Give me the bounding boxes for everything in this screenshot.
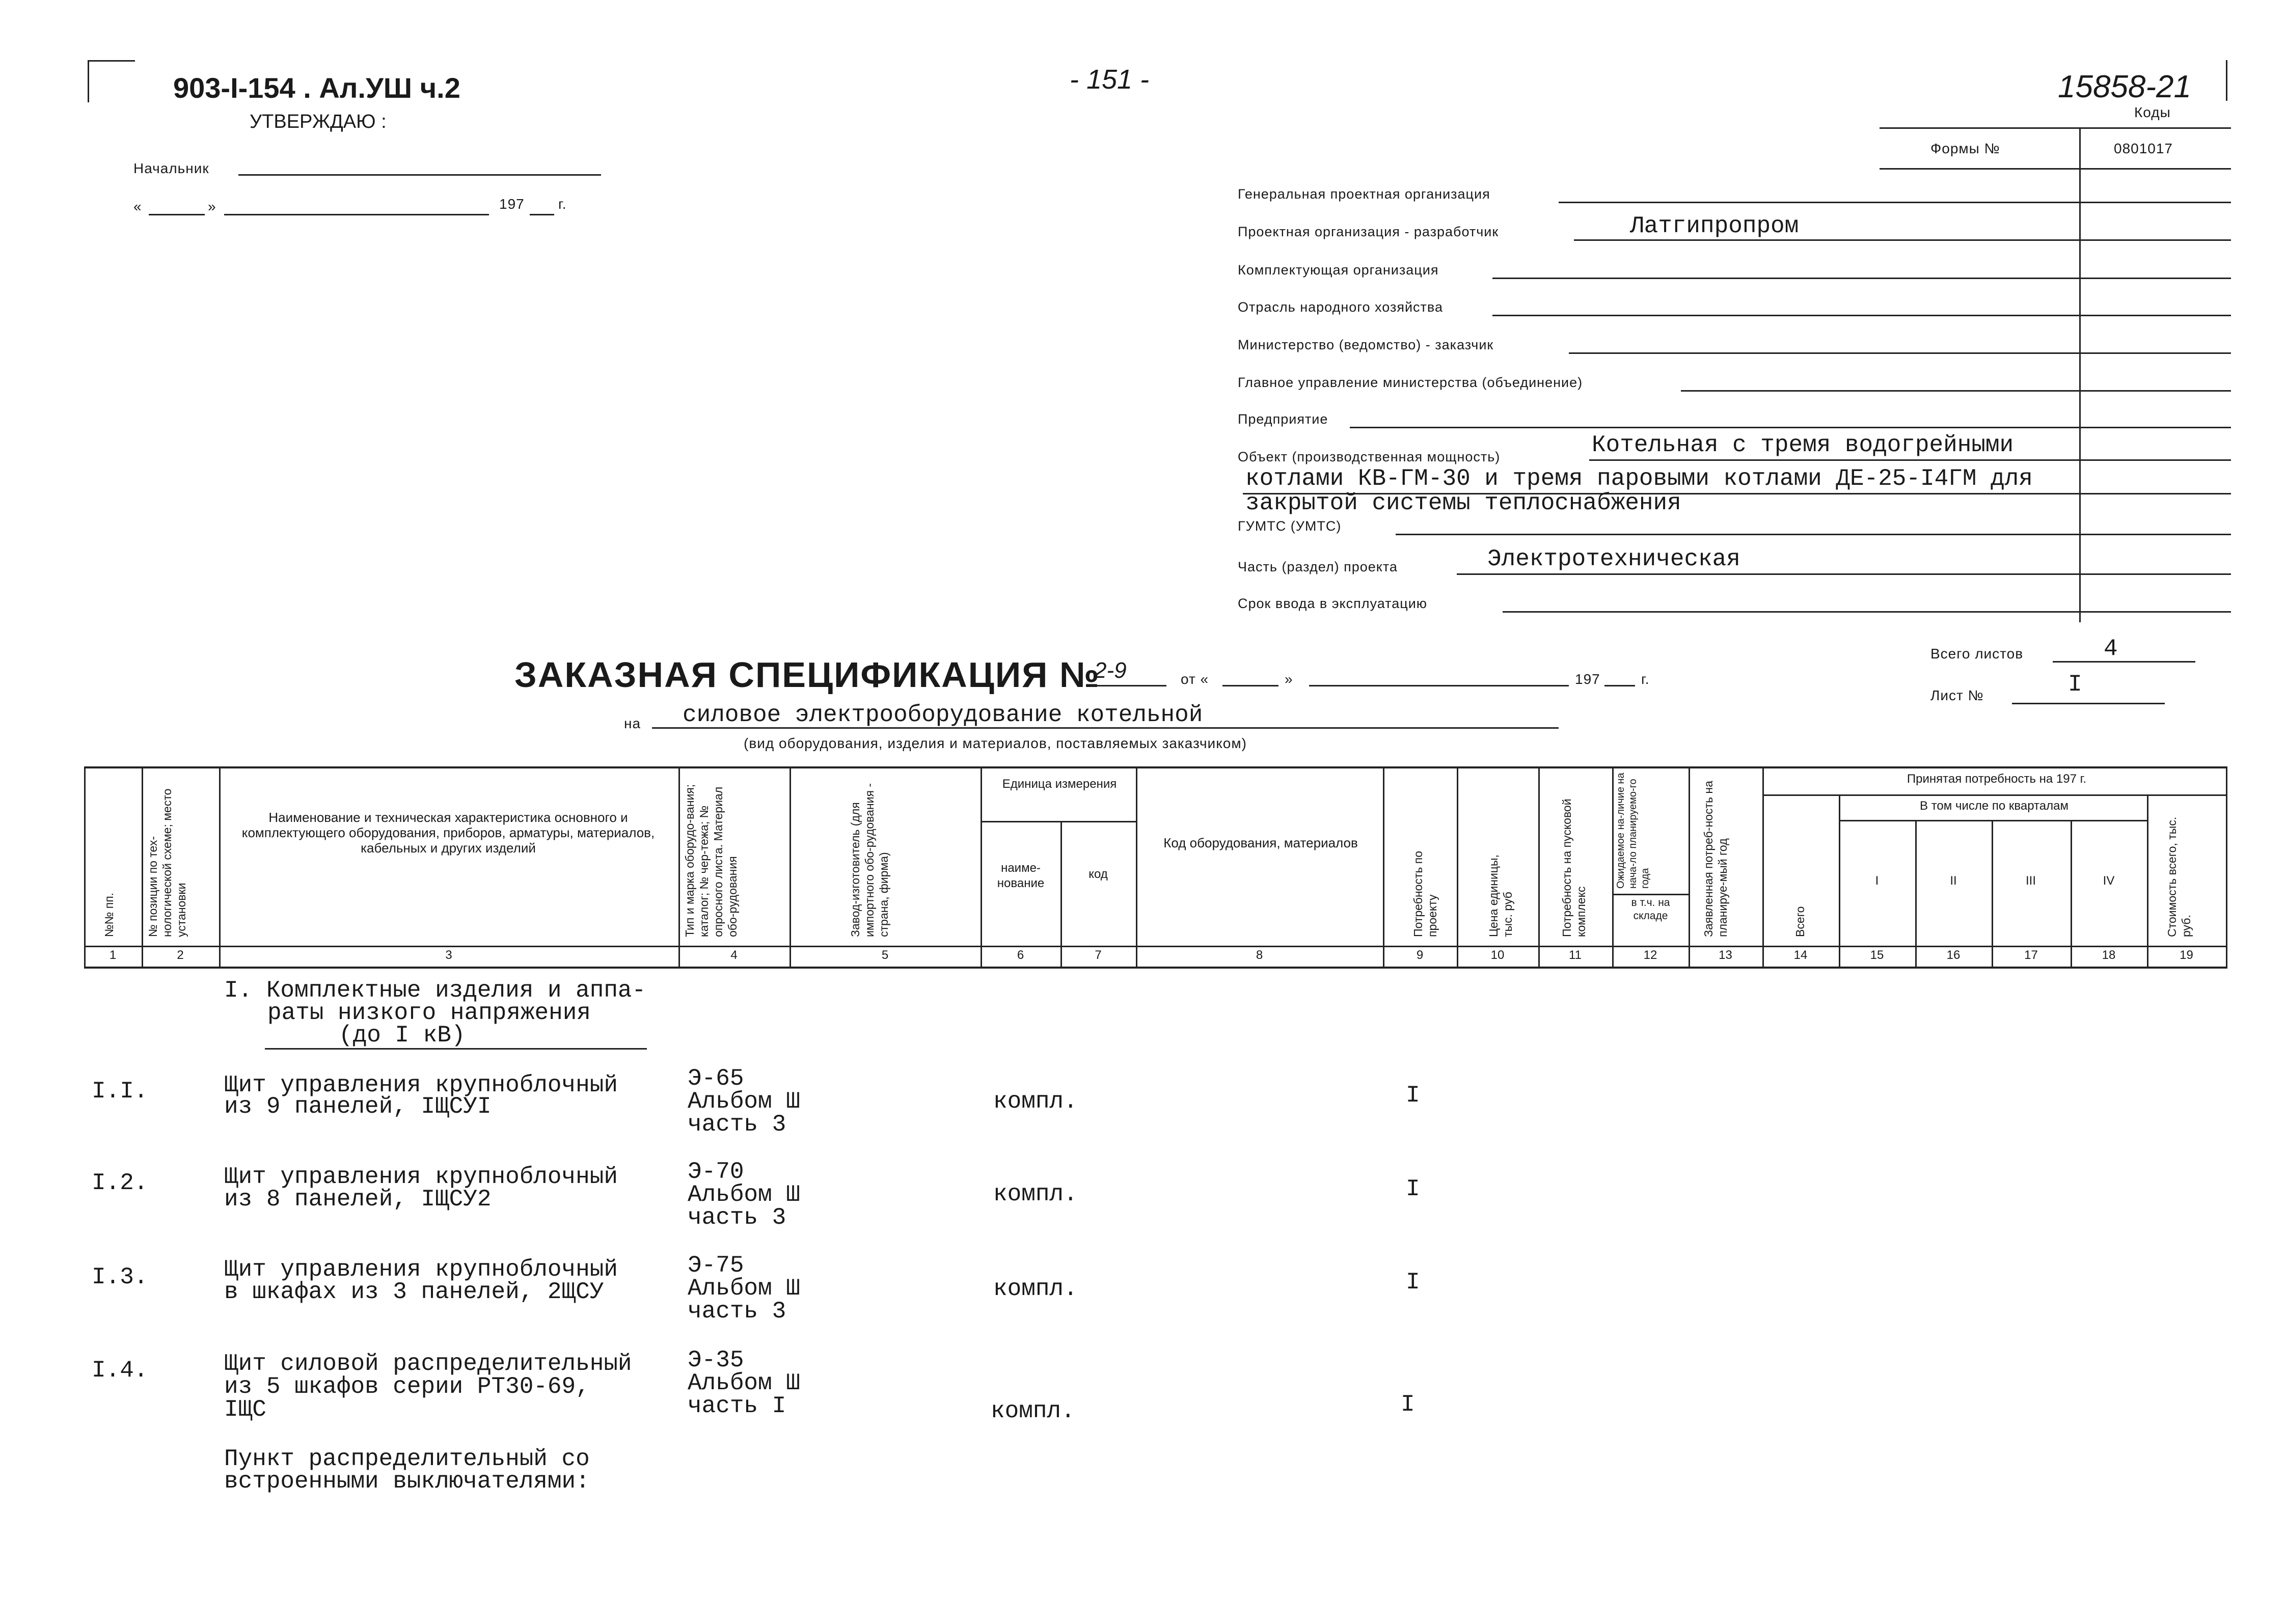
codes-line-4 — [2083, 315, 2231, 316]
codes-label: Коды — [2134, 104, 2171, 120]
row-type-2: Альбом Ш — [688, 1275, 800, 1302]
col-border-17 — [2071, 820, 2072, 967]
spec-year-line — [1604, 685, 1635, 686]
col-border-8 — [1383, 766, 1384, 967]
req-value-part: Электротехническая — [1487, 546, 1740, 572]
row-type-1: Э-75 — [688, 1252, 744, 1279]
req-label-industry: Отрасль народного хозяйства — [1238, 299, 1443, 315]
spec-quote-close: » — [1285, 671, 1293, 687]
req-line-gumts — [1396, 534, 2083, 535]
page-number: - 151 - — [1070, 64, 1150, 95]
col-border-6 — [1060, 821, 1062, 967]
th-accepted: Принятая потребность на 197 г. — [1907, 772, 2087, 786]
footer-item-2: встроенными выключателями: — [224, 1468, 590, 1495]
req-label-enterprise: Предприятие — [1238, 411, 1328, 427]
col-num: 3 — [445, 948, 452, 962]
row-name-1: Щит управления крупноблочный — [224, 1072, 618, 1098]
col-num: 19 — [2180, 948, 2193, 962]
row-num: I.2. — [92, 1170, 148, 1196]
doc-number: 903-I-154 . Ал.УШ ч.2 — [173, 72, 460, 104]
req-value-project-org: Латгипропром — [1630, 213, 1799, 239]
date-year-prefix: 197 — [499, 196, 525, 212]
col-num: 4 — [730, 948, 738, 962]
row-type-3: часть 3 — [688, 1111, 786, 1138]
spec-day-line — [1222, 685, 1278, 686]
codes-line-3 — [2083, 278, 2231, 279]
th-q3: III — [2025, 874, 2036, 888]
th-c10: Цена единицы, тыс. руб — [1487, 855, 1514, 937]
row-name-1: Щит управления крупноблочный — [224, 1256, 618, 1283]
req-value-object-1: Котельная с тремя водогрейными — [1592, 432, 2014, 458]
date-day-line — [149, 214, 205, 215]
th-c6: наиме-нование — [997, 861, 1045, 890]
section-heading-underline — [265, 1048, 647, 1050]
section-heading-1: I. Комплектные изделия и аппа- — [224, 977, 646, 1004]
col-num: 1 — [109, 948, 117, 962]
th-c12a: Ожидаемое на-личие на нача-ло планируемо-го года — [1615, 773, 1651, 889]
col-num: 2 — [177, 948, 184, 962]
codes-line-2 — [2083, 239, 2231, 241]
req-line-general-org — [1559, 202, 2083, 203]
req-label-object: Объект (производственная мощность) — [1238, 449, 1501, 464]
codes-line-6 — [2083, 390, 2231, 392]
row-name-2: из 8 панелей, IЩСУ2 — [224, 1186, 492, 1213]
row-name-3: IЩС — [224, 1396, 266, 1423]
th-c7: код — [1088, 867, 1108, 881]
table-header-bottom — [84, 946, 2227, 947]
row-qty: I — [1401, 1391, 1415, 1418]
col-num: 11 — [1569, 948, 1582, 962]
row-num: I.4. — [92, 1357, 148, 1384]
req-line-object-1 — [1589, 459, 2083, 461]
section-heading-3: (до I кВ) — [339, 1022, 466, 1049]
col-num: 14 — [1793, 948, 1808, 962]
col-border-0 — [84, 766, 86, 967]
col-border-11 — [1612, 766, 1614, 967]
col-border-16 — [1992, 820, 1993, 967]
forms-code: 0801017 — [2114, 141, 2173, 156]
col-border-10 — [1538, 766, 1540, 967]
total-sheets-label: Всего листов — [1930, 646, 2024, 662]
th-q2: II — [1950, 874, 1957, 888]
spec-year: 197 — [1575, 671, 1600, 687]
col-border-15 — [1915, 820, 1917, 967]
req-label-equip-org: Комплектующая организация — [1238, 262, 1439, 278]
th-c8: Код оборудования, материалов — [1163, 835, 1358, 850]
row-qty: I — [1406, 1269, 1420, 1296]
table-numbers-bottom — [84, 967, 2227, 969]
total-sheets-value: 4 — [2104, 636, 2118, 662]
col-num: 18 — [2102, 948, 2116, 962]
spec-subject-caption: (вид оборудования, изделия и материалов, поставляемых заказчиком) — [744, 735, 1247, 751]
table-top-border — [84, 766, 2227, 768]
th-c19: Стоимость всего, тыс. руб. — [2165, 816, 2193, 937]
row-type-2: Альбом Ш — [688, 1088, 800, 1115]
col-border-18 — [2147, 794, 2148, 967]
req-line-enterprise — [1350, 427, 2083, 428]
req-line-equip-org — [1492, 278, 2083, 279]
spec-year-suffix: г. — [1641, 671, 1650, 687]
req-label-deadline: Срок ввода в эксплуатацию — [1238, 596, 1428, 611]
req-line-industry — [1492, 315, 2083, 316]
row-num: I.3. — [92, 1264, 148, 1290]
th-c2: № позиции по тех-нологической схеме; место установки — [146, 788, 188, 937]
col-num: 12 — [1643, 948, 1657, 962]
col-num: 5 — [881, 948, 889, 962]
th-c13: Заявленная потреб-ность на планируе-мый год — [1702, 781, 1729, 937]
row-type-1: Э-70 — [688, 1159, 744, 1185]
th-c1: №№ пп. — [102, 892, 116, 937]
col-border-19 — [2226, 766, 2227, 967]
codes-line-7 — [2083, 427, 2231, 428]
stock-header-divider — [1612, 894, 1689, 895]
sheet-code: 15858-21 — [2058, 69, 2192, 104]
col-border-7 — [1136, 766, 1137, 967]
col-border-9 — [1457, 766, 1458, 967]
codes-forms-line — [1880, 168, 2231, 170]
spec-number-line — [1090, 685, 1166, 686]
th-unit: Единица измерения — [1002, 777, 1117, 791]
section-heading-2: раты низкого напряжения — [267, 1000, 591, 1026]
th-c12b: в т.ч. на складе — [1631, 897, 1670, 922]
row-name-2: из 9 панелей, IЩСУI — [224, 1093, 492, 1120]
date-year-line — [530, 214, 554, 215]
col-num: 8 — [1256, 948, 1263, 962]
approve-label: УТВЕРЖДАЮ : — [250, 111, 387, 132]
row-name-1: Щит силовой распределительный — [224, 1351, 632, 1377]
quarters-header-divider — [1839, 820, 2147, 821]
spec-from: от « — [1181, 671, 1209, 687]
req-line-main-dept — [1681, 390, 2083, 392]
row-type-1: Э-65 — [688, 1065, 744, 1092]
sheet-line — [2012, 703, 2165, 704]
req-line-part — [1457, 573, 2083, 575]
sheet-value: I — [2068, 671, 2082, 698]
row-unit: компл. — [993, 1088, 1078, 1115]
th-c14: Всего — [1793, 906, 1807, 937]
row-type-3: часть 3 — [688, 1204, 786, 1231]
row-unit: компл. — [991, 1398, 1075, 1424]
req-line-deadline — [1503, 611, 2083, 613]
codes-line-8 — [2083, 459, 2231, 461]
codes-line-5 — [2083, 352, 2231, 354]
th-c5: Завод-изготовитель (для импортного обо-рудования - страна, фирма) — [849, 783, 890, 937]
spec-on-label: на — [624, 715, 641, 731]
col-border-1 — [142, 766, 143, 967]
req-line-project-org — [1574, 239, 2083, 241]
accepted-header-divider — [1762, 794, 2226, 796]
unit-header-divider — [981, 821, 1136, 822]
req-value-object-2: котлами КВ-ГМ-30 и тремя паровыми котлами ДЕ-25-I4ГМ для — [1245, 465, 2033, 492]
req-value-object-3: закрытой системы теплоснабжения — [1245, 490, 1681, 516]
codes-line-10 — [2083, 534, 2231, 535]
req-line-ministry — [1569, 352, 2083, 354]
col-border-4 — [790, 766, 791, 967]
col-border-3 — [678, 766, 680, 967]
req-label-main-dept: Главное управление министерства (объединение) — [1238, 375, 1583, 390]
codes-top-line — [1880, 127, 2231, 129]
row-qty: I — [1406, 1176, 1420, 1202]
req-label-gumts: ГУМТС (УМТС) — [1238, 518, 1342, 534]
row-name-2: в шкафах из 3 панелей, 2ЩСУ — [224, 1279, 604, 1305]
th-q4: IV — [2103, 874, 2115, 888]
codes-line-9 — [2083, 493, 2231, 494]
th-c3: Наименование и техническая характеристика основного и комплектующего оборудования, приборов, арматуры, материалов, кабельных и других изделий — [241, 810, 655, 856]
col-num: 7 — [1095, 948, 1102, 962]
chief-line — [238, 174, 601, 176]
footer-item-1: Пункт распределительный со — [224, 1446, 590, 1472]
col-num: 6 — [1017, 948, 1024, 962]
sheet-label: Лист № — [1930, 687, 1984, 703]
th-c11: Потребность на пусковой комплекс — [1560, 799, 1588, 937]
spec-number: 2-9 — [1094, 658, 1127, 683]
spec-month-line — [1309, 685, 1569, 686]
row-type-2: Альбом Ш — [688, 1181, 800, 1208]
req-label-project-org: Проектная организация - разработчик — [1238, 224, 1499, 239]
row-unit: компл. — [993, 1276, 1078, 1302]
col-num: 17 — [2024, 948, 2038, 962]
codes-line-1 — [2083, 202, 2231, 203]
spec-subject: силовое электрооборудование котельной — [683, 702, 1203, 728]
row-type-1: Э-35 — [688, 1347, 744, 1373]
th-c9: Потребность по проекту — [1411, 851, 1439, 937]
col-border-2 — [219, 766, 221, 967]
row-type-3: часть 3 — [688, 1298, 786, 1325]
date-quote-close: » — [208, 199, 216, 214]
row-name-2: из 5 шкафов серии РТ30-69, — [224, 1373, 590, 1400]
chief-label: Начальник — [133, 160, 209, 176]
codes-line-12 — [2083, 611, 2231, 613]
row-unit: компл. — [993, 1181, 1078, 1207]
th-c4: Тип и марка оборудо-вания; каталог; № чер-тежа; № опросного листа. Материал обо-рудования — [683, 784, 739, 937]
date-month-line — [224, 214, 489, 215]
col-num: 15 — [1870, 948, 1884, 962]
req-label-general-org: Генеральная проектная организация — [1238, 186, 1490, 202]
row-num: I.I. — [92, 1078, 148, 1105]
date-year-suffix: г. — [558, 196, 567, 212]
spec-subject-line — [652, 727, 1559, 729]
col-num: 9 — [1416, 948, 1424, 962]
spec-title: ЗАКАЗНАЯ СПЕЦИФИКАЦИЯ № — [514, 655, 1100, 695]
total-sheets-line — [2053, 661, 2195, 663]
col-num: 10 — [1490, 948, 1505, 962]
date-quote-open: « — [133, 199, 142, 214]
req-label-part: Часть (раздел) проекта — [1238, 559, 1398, 574]
codes-line-11 — [2083, 573, 2231, 575]
row-qty: I — [1406, 1082, 1420, 1109]
corner-mark-right — [2185, 60, 2227, 101]
th-quarters: В том числе по кварталам — [1920, 799, 2069, 813]
req-label-ministry: Министерство (ведомство) - заказчик — [1238, 337, 1494, 352]
corner-mark-left — [88, 60, 135, 102]
row-type-3: часть I — [688, 1393, 786, 1419]
row-type-2: Альбом Ш — [688, 1370, 800, 1396]
row-name-1: Щит управления крупноблочный — [224, 1164, 618, 1190]
col-border-13 — [1762, 766, 1764, 967]
th-q1: I — [1875, 874, 1879, 888]
col-num: 16 — [1946, 948, 1961, 962]
forms-label: Формы № — [1930, 141, 2000, 156]
col-num: 13 — [1719, 948, 1732, 962]
col-border-12 — [1689, 766, 1690, 967]
